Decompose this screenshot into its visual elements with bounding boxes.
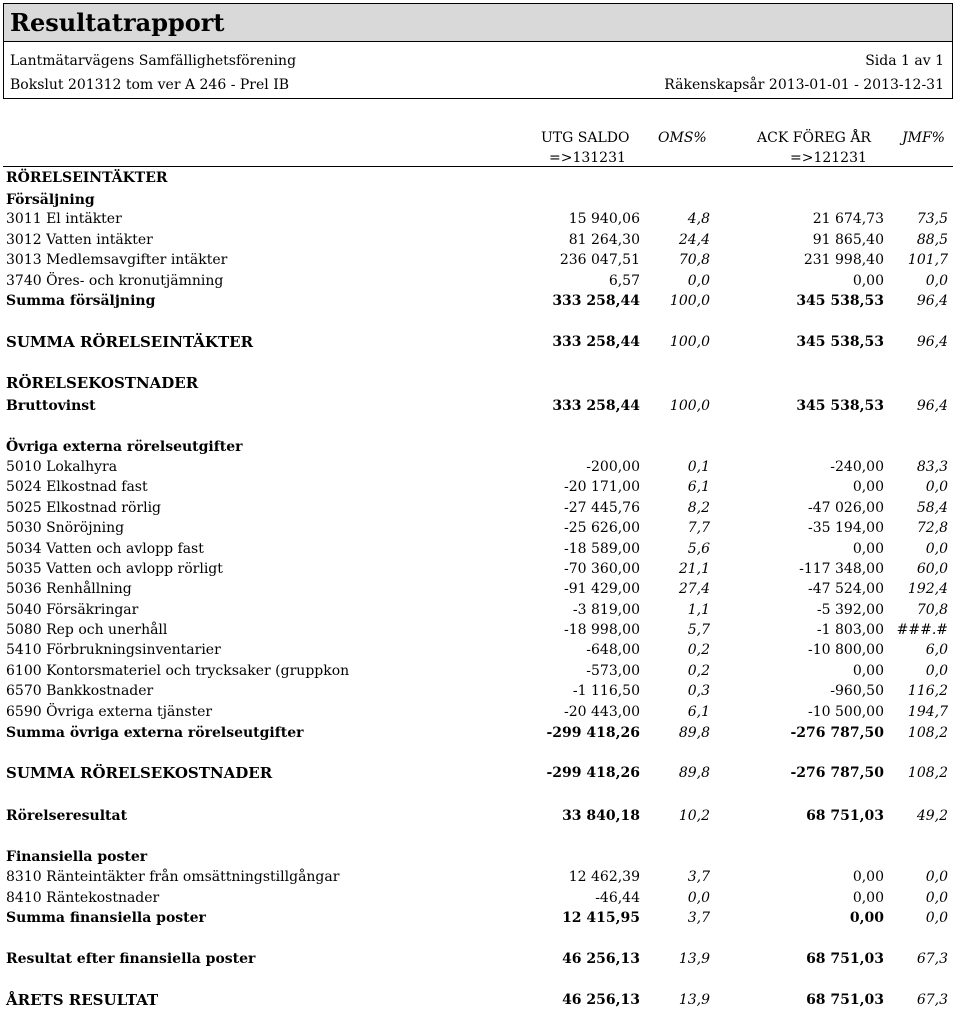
ack-foreg-ar-value: -35 194,00	[808, 520, 884, 536]
row-label: 6570 Bankkostnader	[6, 683, 154, 699]
ack-foreg-ar-value: 0,00	[852, 890, 884, 906]
row-label: SUMMA RÖRELSEKOSTNADER	[6, 764, 273, 782]
report-row	[6, 230, 950, 250]
report-row	[6, 867, 950, 887]
oms-percent-value: 6,1	[687, 704, 710, 720]
column-header-rule	[3, 166, 953, 167]
utg-saldo-value: 12 462,39	[568, 869, 640, 885]
row-label: Rörelseresultat	[6, 808, 128, 824]
ack-foreg-ar-value: -276 787,50	[790, 765, 884, 781]
oms-percent-value: 0,2	[687, 642, 710, 658]
row-label: 5410 Förbrukningsinventarier	[6, 642, 221, 658]
oms-percent-value: 21,1	[678, 561, 710, 577]
utg-saldo-value: 6,57	[608, 273, 640, 289]
utg-saldo-value: 33 840,18	[562, 808, 640, 824]
ack-foreg-ar-value: -10 800,00	[808, 642, 884, 658]
report-header	[3, 3, 953, 99]
ack-foreg-ar-value: 345 538,53	[796, 293, 884, 309]
report-row	[6, 888, 950, 908]
jmf-percent-value: 0,0	[925, 910, 948, 926]
utg-saldo-value: 81 264,30	[568, 232, 640, 248]
jmf-percent-value: 101,7	[907, 252, 948, 268]
page-indicator: Sida 1 av 1	[865, 53, 944, 69]
ack-foreg-ar-value: 0,00	[849, 910, 884, 926]
header-line-2	[10, 77, 944, 93]
row-label: Summa övriga externa rörelseutgifter	[6, 725, 304, 741]
ack-foreg-ar-value: 68 751,03	[806, 808, 884, 824]
ack-foreg-ar-value: 21 674,73	[812, 211, 884, 227]
row-label: 5034 Vatten och avlopp fast	[6, 541, 204, 557]
report-row	[6, 763, 950, 783]
ack-foreg-ar-value: -960,50	[830, 683, 884, 699]
utg-saldo-value: 46 256,13	[562, 951, 640, 967]
jmf-percent-value: 73,5	[916, 211, 948, 227]
ack-foreg-ar-value: -240,00	[830, 459, 884, 475]
oms-percent-value: 6,1	[687, 479, 710, 495]
jmf-percent-value: 60,0	[916, 561, 948, 577]
utg-saldo-value: -20 443,00	[564, 704, 640, 720]
report-row	[6, 457, 950, 477]
utg-saldo-value: -299 418,26	[546, 725, 640, 741]
ack-foreg-ar-value: -47 026,00	[808, 500, 884, 516]
oms-percent-value: 7,7	[687, 520, 710, 536]
oms-percent-value: 89,8	[678, 765, 710, 781]
oms-percent-value: 8,2	[687, 500, 710, 516]
report-title: Resultatrapport	[4, 4, 952, 42]
oms-percent-value: 70,8	[678, 252, 710, 268]
jmf-percent-value: ###.#	[896, 622, 948, 638]
jmf-percent-value: 96,4	[916, 293, 948, 309]
report-row	[6, 949, 950, 969]
report-row	[6, 990, 950, 1010]
utg-saldo-value: -1 116,50	[572, 683, 640, 699]
row-label: 5025 Elkostnad rörlig	[6, 500, 162, 516]
ack-foreg-ar-value: 0,00	[852, 663, 884, 679]
utg-saldo-value: -46,44	[595, 890, 640, 906]
jmf-percent-value: 58,4	[916, 500, 948, 516]
oms-percent-value: 5,7	[687, 622, 710, 638]
col-oms-label: OMS%	[658, 130, 707, 146]
ack-foreg-ar-value: -117 348,00	[799, 561, 884, 577]
utg-saldo-value: -648,00	[586, 642, 640, 658]
row-label: Försäljning	[6, 192, 95, 208]
row-label: 3740 Öres- och kronutjämning	[6, 273, 224, 289]
ack-foreg-ar-value: 68 751,03	[806, 992, 884, 1008]
oms-percent-value: 100,0	[669, 334, 710, 350]
row-label: 5080 Rep och unerhåll	[6, 622, 168, 638]
col-ack-date: =>121231	[790, 150, 867, 166]
utg-saldo-value: -18 589,00	[564, 541, 640, 557]
report-row	[6, 332, 950, 352]
row-label: RÖRELSEKOSTNADER	[6, 374, 199, 392]
oms-percent-value: 24,4	[678, 232, 710, 248]
report-row	[6, 620, 950, 640]
utg-saldo-value: -70 360,00	[564, 561, 640, 577]
row-label: 3012 Vatten intäkter	[6, 232, 153, 248]
jmf-percent-value: 72,8	[916, 520, 948, 536]
ack-foreg-ar-value: -1 803,00	[816, 622, 884, 638]
report-row	[6, 579, 950, 599]
report-row	[6, 640, 950, 660]
utg-saldo-value: 12 415,95	[562, 910, 640, 926]
report-row	[6, 477, 950, 497]
jmf-percent-value: 0,0	[925, 663, 948, 679]
ack-foreg-ar-value: 0,00	[852, 273, 884, 289]
jmf-percent-value: 67,3	[916, 992, 948, 1008]
oms-percent-value: 0,3	[687, 683, 710, 699]
fiscal-year: Räkenskapsår 2013-01-01 - 2013-12-31	[664, 77, 944, 93]
jmf-percent-value: 83,3	[916, 459, 948, 475]
utg-saldo-value: -25 626,00	[564, 520, 640, 536]
report-row	[6, 373, 950, 393]
report-row	[6, 209, 950, 229]
jmf-percent-value: 108,2	[907, 725, 948, 741]
report-row	[6, 702, 950, 722]
ack-foreg-ar-value: 0,00	[852, 869, 884, 885]
ack-foreg-ar-value: -276 787,50	[790, 725, 884, 741]
report-row	[6, 908, 950, 928]
row-label: SUMMA RÖRELSEINTÄKTER	[6, 333, 254, 351]
row-label: 5035 Vatten och avlopp rörligt	[6, 561, 223, 577]
oms-percent-value: 3,7	[687, 869, 710, 885]
row-label: Bruttovinst	[6, 398, 96, 414]
jmf-percent-value: 67,3	[916, 951, 948, 967]
utg-saldo-value: 333 258,44	[552, 334, 640, 350]
oms-percent-value: 4,8	[687, 211, 710, 227]
row-label: 5024 Elkostnad fast	[6, 479, 148, 495]
ack-foreg-ar-value: -10 500,00	[808, 704, 884, 720]
jmf-percent-value: 108,2	[907, 765, 948, 781]
association-name: Lantmätarvägens Samfällighetsförening	[10, 53, 297, 69]
oms-percent-value: 0,0	[687, 273, 710, 289]
utg-saldo-value: -200,00	[586, 459, 640, 475]
row-label: Summa försäljning	[6, 293, 156, 309]
ack-foreg-ar-value: -5 392,00	[816, 602, 884, 618]
utg-saldo-value: -3 819,00	[572, 602, 640, 618]
utg-saldo-value: 333 258,44	[552, 293, 640, 309]
utg-saldo-value: -18 998,00	[564, 622, 640, 638]
jmf-percent-value: 194,7	[907, 704, 948, 720]
row-label: 5030 Snöröjning	[6, 520, 125, 536]
col-utg-saldo-label: UTG SALDO	[541, 130, 630, 146]
report-row	[6, 847, 950, 867]
report-row	[6, 661, 950, 681]
ack-foreg-ar-value: 345 538,53	[796, 334, 884, 350]
oms-percent-value: 0,2	[687, 663, 710, 679]
report-row	[6, 190, 950, 210]
oms-percent-value: 13,9	[678, 951, 710, 967]
oms-percent-value: 0,1	[687, 459, 710, 475]
row-label: ÅRETS RESULTAT	[6, 991, 159, 1009]
jmf-percent-value: 88,5	[916, 232, 948, 248]
report-row	[6, 518, 950, 538]
jmf-percent-value: 96,4	[916, 334, 948, 350]
row-label: Finansiella poster	[6, 849, 148, 865]
report-row	[6, 396, 950, 416]
row-label: 5036 Renhållning	[6, 581, 132, 597]
report-row	[6, 559, 950, 579]
col-ack-label: ACK FÖREG ÅR	[757, 130, 871, 146]
jmf-percent-value: 0,0	[925, 890, 948, 906]
jmf-percent-value: 0,0	[925, 479, 948, 495]
row-label: 6590 Övriga externa tjänster	[6, 704, 213, 720]
jmf-percent-value: 96,4	[916, 398, 948, 414]
row-label: Summa finansiella poster	[6, 910, 206, 926]
report-row	[6, 723, 950, 743]
oms-percent-value: 13,9	[678, 992, 710, 1008]
row-label: 3011 El intäkter	[6, 211, 122, 227]
ack-foreg-ar-value: 91 865,40	[812, 232, 884, 248]
jmf-percent-value: 0,0	[925, 869, 948, 885]
utg-saldo-value: 46 256,13	[562, 992, 640, 1008]
report-row	[6, 437, 950, 457]
header-line-1	[10, 53, 944, 69]
row-label: 8410 Räntekostnader	[6, 890, 160, 906]
report-row	[6, 600, 950, 620]
jmf-percent-value: 0,0	[925, 541, 948, 557]
report-row	[6, 498, 950, 518]
jmf-percent-value: 49,2	[916, 808, 948, 824]
ack-foreg-ar-value: 231 998,40	[803, 252, 884, 268]
report-row	[6, 168, 950, 188]
row-label: Övriga externa rörelseutgifter	[6, 439, 243, 455]
utg-saldo-value: -20 171,00	[564, 479, 640, 495]
ack-foreg-ar-value: 68 751,03	[806, 951, 884, 967]
oms-percent-value: 0,0	[687, 890, 710, 906]
row-label: RÖRELSEINTÄKTER	[6, 170, 168, 186]
jmf-percent-value: 70,8	[916, 602, 948, 618]
report-row	[6, 271, 950, 291]
row-label: 5040 Försäkringar	[6, 602, 139, 618]
utg-saldo-value: -27 445,76	[564, 500, 640, 516]
report-row	[6, 539, 950, 559]
report-row	[6, 291, 950, 311]
ack-foreg-ar-value: -47 524,00	[808, 581, 884, 597]
row-label: 3013 Medlemsavgifter intäkter	[6, 252, 228, 268]
utg-saldo-value: 15 940,06	[568, 211, 640, 227]
oms-percent-value: 5,6	[687, 541, 710, 557]
jmf-percent-value: 0,0	[925, 273, 948, 289]
ack-foreg-ar-value: 0,00	[852, 479, 884, 495]
utg-saldo-value: -573,00	[586, 663, 640, 679]
oms-percent-value: 100,0	[669, 293, 710, 309]
oms-percent-value: 10,2	[678, 808, 710, 824]
oms-percent-value: 27,4	[678, 581, 710, 597]
col-jmf-label: JMF%	[902, 130, 945, 146]
row-label: Resultat efter finansiella poster	[6, 951, 256, 967]
utg-saldo-value: 236 047,51	[559, 252, 640, 268]
jmf-percent-value: 116,2	[907, 683, 948, 699]
oms-percent-value: 3,7	[687, 910, 710, 926]
report-row	[6, 681, 950, 701]
report-row	[6, 806, 950, 826]
report-row	[6, 250, 950, 270]
oms-percent-value: 100,0	[669, 398, 710, 414]
ack-foreg-ar-value: 0,00	[852, 541, 884, 557]
oms-percent-value: 1,1	[687, 602, 710, 618]
row-label: 8310 Ränteintäkter från omsättningstillgångar	[6, 869, 340, 885]
utg-saldo-value: -299 418,26	[546, 765, 640, 781]
ack-foreg-ar-value: 345 538,53	[796, 398, 884, 414]
closing-info: Bokslut 201312 tom ver A 246 - Prel IB	[10, 77, 290, 93]
oms-percent-value: 89,8	[678, 725, 710, 741]
utg-saldo-value: -91 429,00	[564, 581, 640, 597]
jmf-percent-value: 192,4	[907, 581, 948, 597]
row-label: 6100 Kontorsmateriel och trycksaker (gruppkon	[6, 663, 350, 679]
col-utg-saldo-date: =>131231	[549, 150, 626, 166]
utg-saldo-value: 333 258,44	[552, 398, 640, 414]
row-label: 5010 Lokalhyra	[6, 459, 118, 475]
jmf-percent-value: 6,0	[925, 642, 948, 658]
